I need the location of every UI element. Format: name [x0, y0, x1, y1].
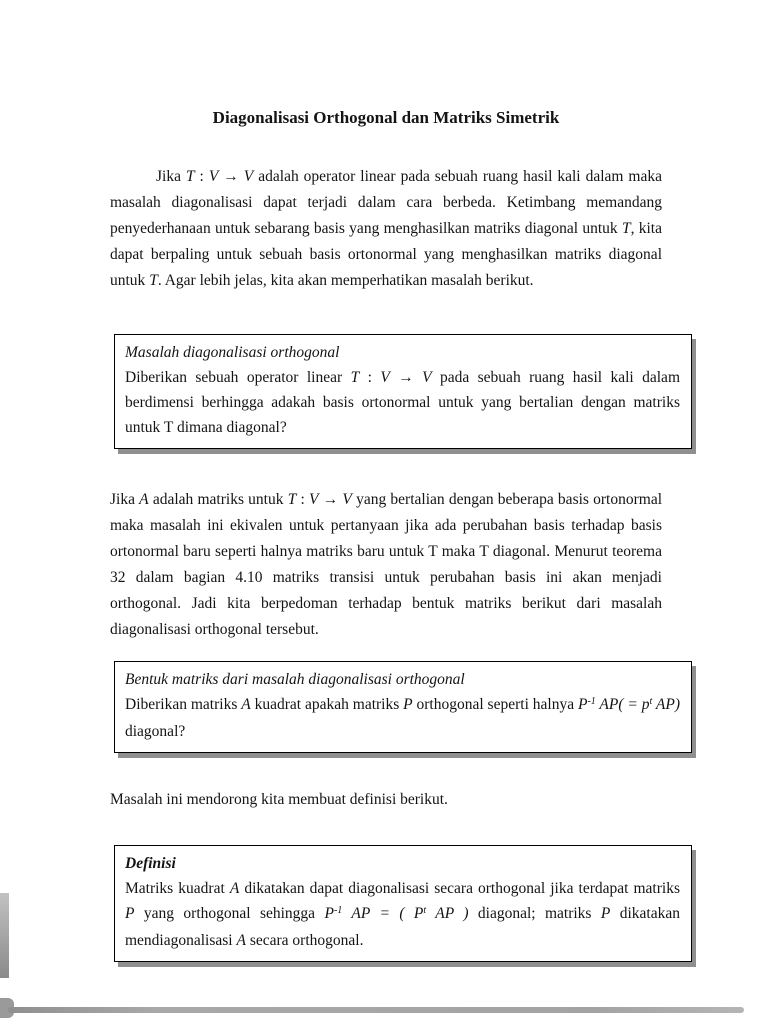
- box-heading-masalah: Masalah diagonalisasi orthogonal: [125, 344, 340, 361]
- scan-artifact-bottom-strip: [8, 1007, 744, 1013]
- box-heading-bentuk-matriks: Bentuk matriks dari masalah diagonalisasi orthogonal: [125, 671, 465, 688]
- page-title: Diagonalisasi Orthogonal dan Matriks Simetrik: [212, 108, 560, 127]
- box-heading-definisi: Definisi: [125, 855, 176, 872]
- paragraph-matrix-form: Jika A adalah matriks untuk T : V → V yang bertalian dengan beberapa basis ortonormal maka masalah ini ekivalen untuk pertanyaan jika ada perubahan basis terhadap basis ortonormal baru seperti halnya matriks baru untuk T maka T diagonal. Menurut teorema 32 dalam bagian 4.10 matriks transisi untuk perubahan basis ini akan menjadi orthogonal. Jadi kita berpedoman terhadap bentuk matriks berikut dari masalah diagonalisasi orthogonal tersebut.: [110, 491, 663, 638]
- scan-artifact-left-edge: [0, 893, 9, 978]
- box-body-masalah: Diberikan sebuah operator linear T : V → V pada sebuah ruang hasil kali dalam berdimensi berhingga adakah basis ortonormal untuk yang bertalian dengan matriks untuk T dimana diagonal?: [125, 369, 680, 436]
- box-masalah-diagonalisasi-orthogonal: [114, 334, 692, 449]
- paragraph-intro: Jika T : V → V adalah operator linear pada sebuah ruang hasil kali dalam maka masalah diagonalisasi dapat terjadi dalam cara berbeda. Ketimbang memandang penyederhanaan untuk sebarang basis yang menghasilkan matriks diagonal untuk T, kita dapat berpaling untuk sebuah basis ortonormal yang menghasilkan matriks diagonal untuk T. Agar lebih jelas, kita akan memperhatikan masalah berikut.: [110, 168, 663, 289]
- box-body-definisi: Matriks kuadrat A dikatakan dapat diagonalisasi secara orthogonal jika terdapat matriks P yang orthogonal sehingga $P^{-1}$ AP = ( $P^t$ AP ) diagonal; matriks P dikatakan mendiagonalisasi A secara orthogonal.: [125, 880, 680, 949]
- box-body-bentuk-matriks: Diberikan matriks A kuadrat apakah matriks P orthogonal seperti halnya $P^{-1}$ $AP( = p^t$ AP) diagonal?: [125, 696, 680, 740]
- box-definisi: [114, 845, 692, 962]
- box-bentuk-matriks: [114, 661, 692, 753]
- paragraph-definisi-intro: Masalah ini mendorong kita membuat definisi berikut.: [110, 791, 448, 808]
- document-page: [110, 0, 680, 962]
